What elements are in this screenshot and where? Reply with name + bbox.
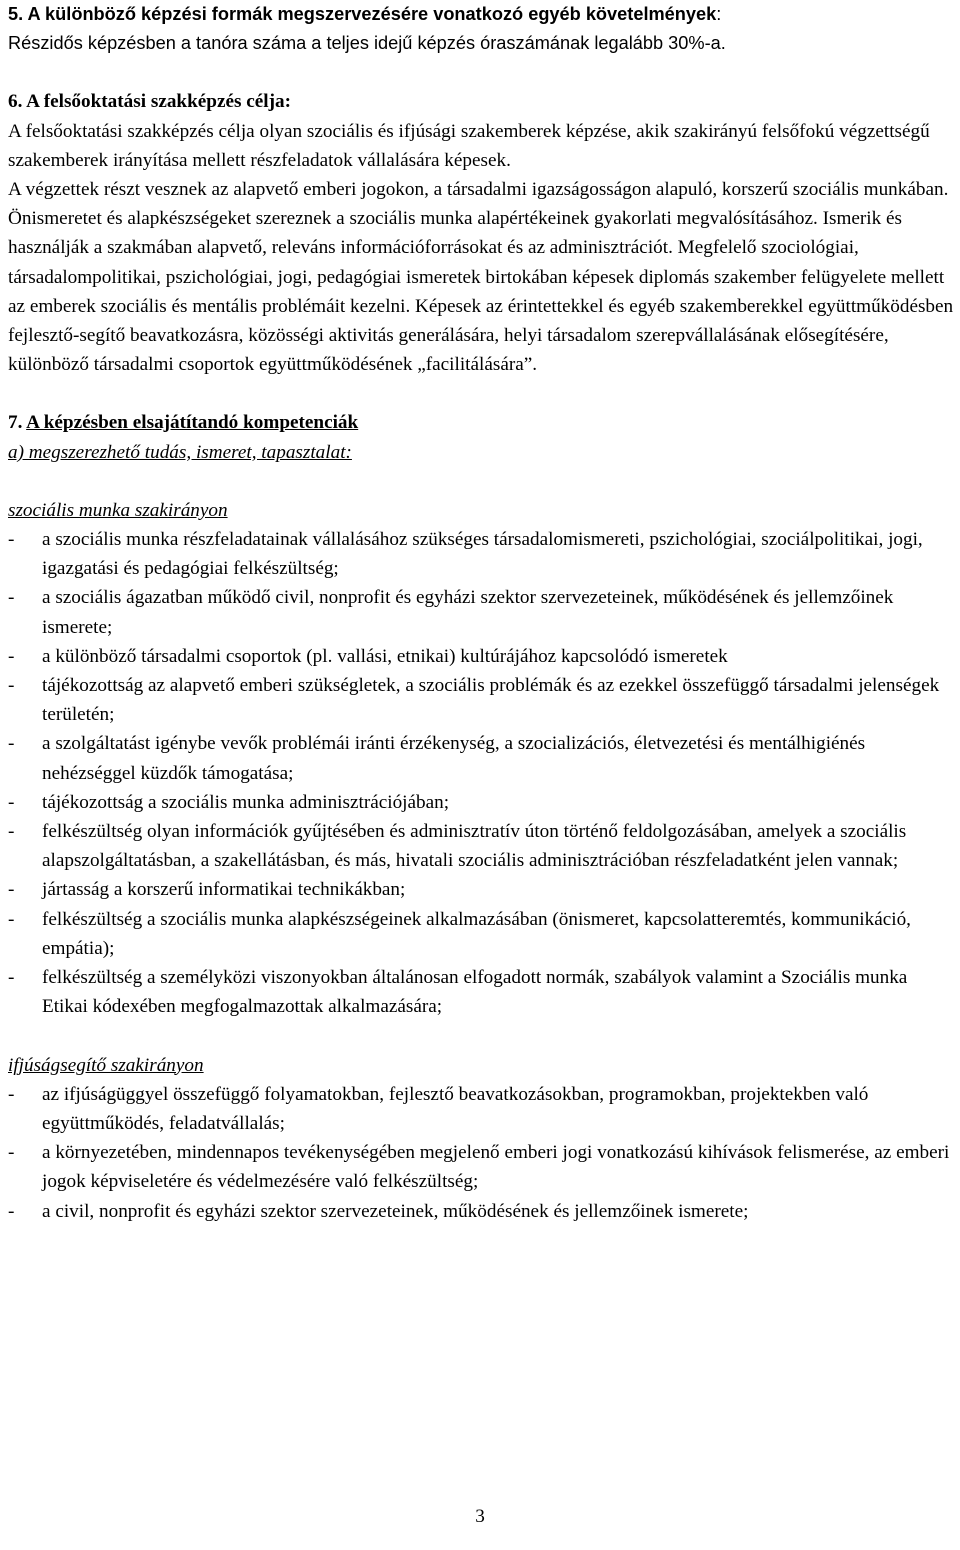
bullet-dash: - bbox=[8, 791, 15, 813]
bullet-dash: - bbox=[8, 675, 15, 697]
list-item bbox=[8, 525, 954, 583]
bullet-dash: - bbox=[8, 645, 15, 667]
section-5-heading-line bbox=[8, 0, 954, 29]
list-item-text: a szociális ágazatban működő civil, nonprofit és egyházi szektor szervezeteinek, működésének és jellemzőinek ismerete; bbox=[42, 587, 894, 638]
list-item-text: tájékozottság a szociális munka adminisztrációjában; bbox=[42, 791, 450, 813]
list-item bbox=[8, 583, 954, 641]
youth-work-list bbox=[8, 1080, 954, 1226]
list-item bbox=[8, 671, 954, 729]
bullet-dash: - bbox=[8, 733, 15, 755]
bullet-dash: - bbox=[8, 1200, 15, 1222]
page-number: 3 bbox=[475, 1506, 485, 1527]
list-item bbox=[8, 905, 954, 963]
bullet-dash: - bbox=[8, 529, 15, 551]
section-7-heading: A képzésben elsajátítandó kompetenciák bbox=[26, 412, 359, 434]
section-5-heading: 5. A különböző képzési formák megszervezésére vonatkozó egyéb követelmények bbox=[8, 4, 717, 24]
list-item-text: a különböző társadalmi csoportok (pl. vallási, etnikai) kultúrájához kapcsolódó ismeretek bbox=[42, 645, 728, 667]
list-item-text: a civil, nonprofit és egyházi szektor szervezeteinek, működésének és jellemzőinek ismerete; bbox=[42, 1200, 749, 1222]
section-6-paragraph-2: A végzettek részt vesznek az alapvető emberi jogokon, a társadalmi igazságosságon alapuló, korszerű szociális munkában. Önismeretet és alapkészségeket szereznek a szociális munka alapértékeinek gyakorlati megvalósításához. Ismerik és használják a szakmában alapvető, releváns információforrásokat és az adminisztrációt. Megfelelő szociológiai, társadalompolitikai, pszichológiai, jogi, pedagógiai ismeretek birtokában képesek diplomás szakember felügyelete mellett az emberek szociális és mentális problémáit kezelni. Képesek az érintettekkel és egyéb szakemberekkel együttműködésben fejlesztő-segítő beavatkozásra, közösségi aktivitás generálására, helyi társadalom szerepvállalásának elősegítésére, különböző társadalmi csoportok együttműködésének „facilitálására”. bbox=[8, 179, 954, 376]
list-item-text: jártasság a korszerű informatikai technikákban; bbox=[42, 879, 406, 901]
list-item-text: felkészültség olyan információk gyűjtésében és adminisztratív úton történő feldolgozásában, amelyek a szociális alapszolgáltatásban, a szakellátásban, és más, hivatali szociális adminisztrációban részfeladatként jelen vannak; bbox=[42, 821, 907, 872]
list-item bbox=[8, 1138, 954, 1196]
section-6-heading: 6. A felsőoktatási szakképzés célja: bbox=[8, 91, 291, 113]
social-work-list bbox=[8, 525, 954, 1021]
spacer bbox=[8, 379, 954, 408]
section-7 bbox=[8, 408, 954, 466]
list-item bbox=[8, 1197, 954, 1226]
list-item bbox=[8, 729, 954, 787]
list-item-text: felkészültség a szociális munka alapkészségeinek alkalmazásában (önismeret, kapcsolatteremtés, kommunikáció, empátia); bbox=[42, 908, 911, 959]
section-7-heading-line bbox=[8, 408, 954, 437]
list-item-text: a szociális munka részfeladatainak vállalásához szükséges társadalomismereti, pszichológiai, szociálpolitikai, jogi, igazgatási és pedagógiai felkészültség; bbox=[42, 529, 923, 580]
social-work-block bbox=[8, 496, 954, 1022]
spacer bbox=[8, 1022, 954, 1051]
list-item bbox=[8, 788, 954, 817]
list-item bbox=[8, 963, 954, 1021]
bullet-dash: - bbox=[8, 967, 15, 989]
list-item bbox=[8, 875, 954, 904]
list-item-text: felkészültség a személyközi viszonyokban általánosan elfogadott normák, szabályok valamint a Szociális munka Etikai kódexében megfogalmazottak alkalmazására; bbox=[42, 967, 908, 1018]
section-7-subheading: a) megszerezhető tudás, ismeret, tapasztalat: bbox=[8, 441, 352, 463]
section-5-text: Részidős képzésben a tanóra száma a teljes idejű képzés óraszámának legalább 30%-a. bbox=[8, 33, 726, 54]
section-5 bbox=[8, 0, 954, 58]
list-item bbox=[8, 642, 954, 671]
list-item bbox=[8, 817, 954, 875]
spacer bbox=[8, 467, 954, 496]
bullet-dash: - bbox=[8, 908, 15, 930]
bullet-dash: - bbox=[8, 879, 15, 901]
bullet-dash: - bbox=[8, 1083, 15, 1105]
youth-work-title: ifjúságsegítő szakirányon bbox=[8, 1054, 204, 1076]
bullet-dash: - bbox=[8, 587, 15, 609]
document-page bbox=[8, 0, 954, 1226]
section-6-paragraph-1: A felsőoktatási szakképzés célja olyan szociális és ifjúsági szakemberek képzése, akik szakirányú felsőfokú végzettségű szakemberek irányítása mellett részfeladatok vállalására képesek. bbox=[8, 120, 930, 171]
youth-work-block bbox=[8, 1051, 954, 1226]
spacer bbox=[8, 58, 954, 87]
section-6 bbox=[8, 87, 954, 379]
list-item-text: a szolgáltatást igénybe vevők problémái iránti érzékenység, a szocializációs, életvezetési és mentálhigiénés nehézséggel küzdők támogatása; bbox=[42, 733, 866, 784]
list-item-text: tájékozottság az alapvető emberi szükségletek, a szociális problémák és az ezekkel összefüggő társadalmi jelenségek területén; bbox=[42, 675, 940, 726]
section-5-heading-colon: : bbox=[716, 4, 722, 24]
bullet-dash: - bbox=[8, 1142, 15, 1164]
social-work-title: szociális munka szakirányon bbox=[8, 499, 228, 521]
list-item bbox=[8, 1080, 954, 1138]
list-item-text: a környezetében, mindennapos tevékenységében megjelenő emberi jogi vonatkozású kihívások felismerése, az emberi jogok képviseletére és védelmezésére való felkészültség; bbox=[42, 1142, 950, 1193]
section-7-heading-number: 7. bbox=[8, 412, 27, 434]
bullet-dash: - bbox=[8, 821, 15, 843]
list-item-text: az ifjúságüggyel összefüggő folyamatokban, fejlesztő beavatkozásokban, programokban, projektekben való együttműködés, feladatvállalás; bbox=[42, 1083, 869, 1134]
